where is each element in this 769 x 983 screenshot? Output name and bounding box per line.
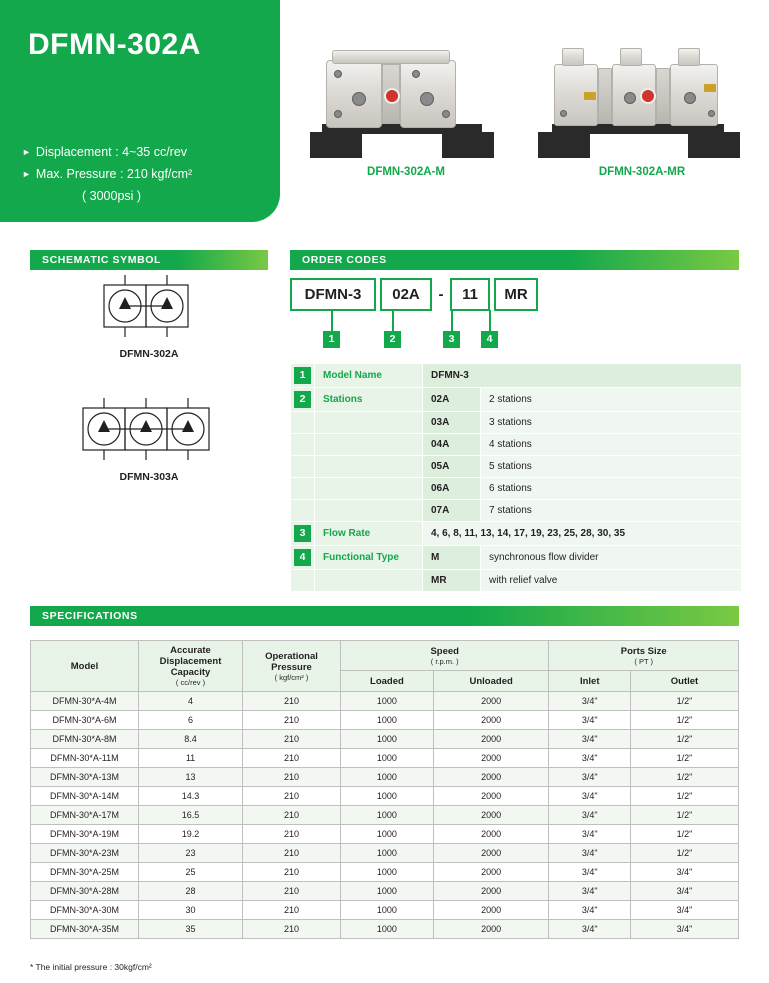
- cell-inlet: 3/4": [549, 749, 631, 768]
- cell-unloaded: 2000: [433, 920, 549, 939]
- table-row: [291, 500, 742, 522]
- cell-model: DFMN-30*A-13M: [31, 768, 139, 787]
- row-badge-cell: [291, 456, 315, 478]
- cell-inlet: 3/4": [549, 863, 631, 882]
- table-row: [31, 882, 739, 901]
- cell-inlet: 3/4": [549, 787, 631, 806]
- row-badge-cell: [291, 478, 315, 500]
- specifications-table: [30, 640, 739, 939]
- order-code-builder: [290, 278, 538, 311]
- cell-pressure: 210: [243, 749, 341, 768]
- th-loaded: Loaded: [341, 671, 434, 692]
- cell-inlet: 3/4": [549, 920, 631, 939]
- cell-pressure: 210: [243, 787, 341, 806]
- row-desc: synchronous flow divider: [481, 546, 742, 570]
- row-name: Functional Type: [315, 546, 423, 570]
- cell-unloaded: 2000: [433, 882, 549, 901]
- table-row: [291, 522, 742, 546]
- product-caption-m: DFMN-302A-M: [367, 166, 445, 178]
- table-row: [291, 456, 742, 478]
- cell-outlet: 1/2": [631, 806, 739, 825]
- cell-capacity: 6: [139, 711, 243, 730]
- table-row: [291, 570, 742, 592]
- table-row: [31, 806, 739, 825]
- table-row: [291, 434, 742, 456]
- cell-model: DFMN-30*A-17M: [31, 806, 139, 825]
- table-row: [291, 546, 742, 570]
- table-row: [291, 388, 742, 412]
- order-badge-2: 2: [384, 331, 401, 348]
- code-box-model[interactable]: DFMN-3: [290, 278, 376, 311]
- row-name: [315, 500, 423, 522]
- row-badge-cell: [291, 500, 315, 522]
- table-row: [31, 749, 739, 768]
- cell-loaded: 1000: [341, 882, 434, 901]
- cell-loaded: 1000: [341, 768, 434, 787]
- table-row: [291, 364, 742, 388]
- leader-line-2: [392, 310, 394, 332]
- row-desc: 6 stations: [481, 478, 742, 500]
- cell-pressure: 210: [243, 825, 341, 844]
- schematic-diagram-3-station: [73, 398, 225, 460]
- cell-pressure: 210: [243, 711, 341, 730]
- cell-inlet: 3/4": [549, 711, 631, 730]
- table-row: [31, 863, 739, 882]
- cell-outlet: 1/2": [631, 730, 739, 749]
- schematic-label-302a: DFMN-302A: [119, 348, 179, 360]
- cell-outlet: 1/2": [631, 825, 739, 844]
- cell-unloaded: 2000: [433, 825, 549, 844]
- row-desc: 7 stations: [481, 500, 742, 522]
- cell-inlet: 3/4": [549, 901, 631, 920]
- cell-model: DFMN-30*A-14M: [31, 787, 139, 806]
- row-name: [315, 478, 423, 500]
- leader-line-1: [331, 310, 333, 332]
- row-desc: 2 stations: [481, 388, 742, 412]
- schematic-symbol-303a: [30, 398, 268, 483]
- order-codes-table: [290, 363, 742, 592]
- schematic-diagram-2-station: [94, 275, 204, 337]
- order-badge-3: 3: [443, 331, 460, 348]
- row-desc: 5 stations: [481, 456, 742, 478]
- code-box-stations[interactable]: 02A: [380, 278, 432, 311]
- cell-model: DFMN-30*A-28M: [31, 882, 139, 901]
- th-ports: Ports Size ( PT ): [549, 641, 739, 671]
- code-separator: -: [438, 286, 444, 303]
- row-code: 4, 6, 8, 11, 13, 14, 17, 19, 23, 25, 28, 30, 35: [423, 522, 742, 546]
- product-image-m: [292, 40, 520, 160]
- cell-capacity: 11: [139, 749, 243, 768]
- cell-pressure: 210: [243, 768, 341, 787]
- cell-unloaded: 2000: [433, 787, 549, 806]
- cell-inlet: 3/4": [549, 844, 631, 863]
- cell-inlet: 3/4": [549, 882, 631, 901]
- cell-loaded: 1000: [341, 825, 434, 844]
- leader-line-3: [451, 310, 453, 332]
- footnote: * The initial pressure : 30kgf/cm²: [30, 962, 152, 972]
- th-unloaded: Unloaded: [433, 671, 549, 692]
- cell-model: DFMN-30*A-30M: [31, 901, 139, 920]
- cell-loaded: 1000: [341, 711, 434, 730]
- bullet-pressure: ► Max. Pressure : 210 kgf/cm²: [22, 166, 193, 181]
- cell-pressure: 210: [243, 806, 341, 825]
- cell-inlet: 3/4": [549, 806, 631, 825]
- schematic-label-303a: DFMN-303A: [119, 471, 179, 483]
- cell-pressure: 210: [243, 863, 341, 882]
- product-caption-mr: DFMN-302A-MR: [598, 166, 686, 178]
- row-name: Flow Rate: [315, 522, 423, 546]
- cell-outlet: 1/2": [631, 749, 739, 768]
- cell-outlet: 3/4": [631, 920, 739, 939]
- cell-unloaded: 2000: [433, 901, 549, 920]
- cell-unloaded: 2000: [433, 730, 549, 749]
- th-pressure: Operational Pressure ( kgf/cm² ): [243, 641, 341, 692]
- cell-loaded: 1000: [341, 863, 434, 882]
- order-badge: 2: [294, 391, 311, 408]
- cell-capacity: 30: [139, 901, 243, 920]
- section-bar-specifications: SPECIFICATIONS: [30, 606, 739, 626]
- th-capacity: Accurate Displacement Capacity ( cc/rev ): [139, 641, 243, 692]
- product-figure-mr: [528, 40, 756, 178]
- cell-inlet: 3/4": [549, 730, 631, 749]
- cell-model: DFMN-30*A-6M: [31, 711, 139, 730]
- cell-model: DFMN-30*A-11M: [31, 749, 139, 768]
- bullet-displacement: ► Displacement : 4~35 cc/rev: [22, 145, 188, 159]
- row-badge-cell: [291, 434, 315, 456]
- cell-unloaded: 2000: [433, 768, 549, 787]
- cell-capacity: 23: [139, 844, 243, 863]
- table-row: [31, 711, 739, 730]
- th-model: Model: [31, 641, 139, 692]
- table-header-row-1: [31, 641, 739, 671]
- row-badge-cell: [291, 570, 315, 592]
- cell-loaded: 1000: [341, 730, 434, 749]
- table-row: [31, 692, 739, 711]
- cell-unloaded: 2000: [433, 806, 549, 825]
- row-name: Model Name: [315, 364, 423, 388]
- cell-unloaded: 2000: [433, 692, 549, 711]
- th-speed: Speed ( r.p.m. ): [341, 641, 549, 671]
- table-row: [31, 844, 739, 863]
- cell-unloaded: 2000: [433, 711, 549, 730]
- product-figure-m: [292, 40, 520, 178]
- cell-loaded: 1000: [341, 787, 434, 806]
- cell-unloaded: 2000: [433, 844, 549, 863]
- row-badge-cell: [291, 546, 315, 570]
- cell-pressure: 210: [243, 901, 341, 920]
- cell-outlet: 1/2": [631, 768, 739, 787]
- cell-capacity: 4: [139, 692, 243, 711]
- cell-capacity: 16.5: [139, 806, 243, 825]
- cell-pressure: 210: [243, 920, 341, 939]
- table-row: [31, 901, 739, 920]
- section-bar-schematic: SCHEMATIC SYMBOL: [30, 250, 268, 270]
- cell-inlet: 3/4": [549, 768, 631, 787]
- header-panel: [0, 0, 280, 222]
- code-box-type[interactable]: MR: [494, 278, 538, 311]
- order-badge: 3: [294, 525, 311, 542]
- cell-capacity: 13: [139, 768, 243, 787]
- section-bar-order-codes: ORDER CODES: [290, 250, 739, 270]
- cell-capacity: 25: [139, 863, 243, 882]
- row-code: 06A: [423, 478, 481, 500]
- row-desc: 4 stations: [481, 434, 742, 456]
- row-code: 02A: [423, 388, 481, 412]
- leader-line-4: [489, 310, 491, 332]
- order-badge-1: 1: [323, 331, 340, 348]
- row-code: 04A: [423, 434, 481, 456]
- table-row: [291, 412, 742, 434]
- cell-capacity: 8.4: [139, 730, 243, 749]
- arrow-icon: ►: [22, 147, 31, 157]
- cell-loaded: 1000: [341, 806, 434, 825]
- th-outlet: Outlet: [631, 671, 739, 692]
- table-row: [291, 478, 742, 500]
- cell-capacity: 28: [139, 882, 243, 901]
- row-desc: with relief valve: [481, 570, 742, 592]
- cell-outlet: 1/2": [631, 844, 739, 863]
- row-name: [315, 456, 423, 478]
- table-row: [31, 787, 739, 806]
- cell-model: DFMN-30*A-4M: [31, 692, 139, 711]
- row-badge-cell: [291, 522, 315, 546]
- order-badge-4: 4: [481, 331, 498, 348]
- cell-pressure: 210: [243, 692, 341, 711]
- cell-capacity: 35: [139, 920, 243, 939]
- cell-model: DFMN-30*A-25M: [31, 863, 139, 882]
- cell-unloaded: 2000: [433, 863, 549, 882]
- cell-outlet: 3/4": [631, 863, 739, 882]
- cell-pressure: 210: [243, 730, 341, 749]
- table-row: [31, 730, 739, 749]
- row-badge-cell: [291, 364, 315, 388]
- product-image-mr: [528, 40, 756, 160]
- page-title: DFMN-302A: [28, 28, 201, 61]
- th-inlet: Inlet: [549, 671, 631, 692]
- order-badge: 1: [294, 367, 311, 384]
- schematic-symbol-302a: [30, 275, 268, 360]
- cell-loaded: 1000: [341, 920, 434, 939]
- cell-model: DFMN-30*A-8M: [31, 730, 139, 749]
- row-code: 07A: [423, 500, 481, 522]
- cell-outlet: 3/4": [631, 882, 739, 901]
- cell-model: DFMN-30*A-19M: [31, 825, 139, 844]
- cell-outlet: 1/2": [631, 711, 739, 730]
- row-badge-cell: [291, 412, 315, 434]
- cell-capacity: 14.3: [139, 787, 243, 806]
- header-bullet-list: [22, 142, 192, 208]
- cell-capacity: 19.2: [139, 825, 243, 844]
- cell-outlet: 1/2": [631, 787, 739, 806]
- row-code: M: [423, 546, 481, 570]
- cell-pressure: 210: [243, 882, 341, 901]
- row-name: [315, 570, 423, 592]
- row-badge-cell: [291, 388, 315, 412]
- row-code: 03A: [423, 412, 481, 434]
- specifications-body: [31, 692, 739, 939]
- row-code: MR: [423, 570, 481, 592]
- row-name: [315, 434, 423, 456]
- row-name: Stations: [315, 388, 423, 412]
- cell-loaded: 1000: [341, 901, 434, 920]
- row-desc: 3 stations: [481, 412, 742, 434]
- cell-inlet: 3/4": [549, 692, 631, 711]
- order-badge: 4: [294, 549, 311, 566]
- cell-loaded: 1000: [341, 749, 434, 768]
- row-code: DFMN-3: [423, 364, 742, 388]
- row-name: [315, 412, 423, 434]
- cell-model: DFMN-30*A-35M: [31, 920, 139, 939]
- bullet-pressure-sub: ( 3000psi ): [82, 188, 142, 203]
- cell-inlet: 3/4": [549, 825, 631, 844]
- cell-outlet: 1/2": [631, 692, 739, 711]
- cell-pressure: 210: [243, 844, 341, 863]
- cell-loaded: 1000: [341, 692, 434, 711]
- row-code: 05A: [423, 456, 481, 478]
- code-box-flow[interactable]: 11: [450, 278, 490, 311]
- table-row: [31, 768, 739, 787]
- table-row: [31, 920, 739, 939]
- cell-model: DFMN-30*A-23M: [31, 844, 139, 863]
- arrow-icon: ►: [22, 168, 31, 179]
- table-row: [31, 825, 739, 844]
- cell-unloaded: 2000: [433, 749, 549, 768]
- cell-loaded: 1000: [341, 844, 434, 863]
- cell-outlet: 3/4": [631, 901, 739, 920]
